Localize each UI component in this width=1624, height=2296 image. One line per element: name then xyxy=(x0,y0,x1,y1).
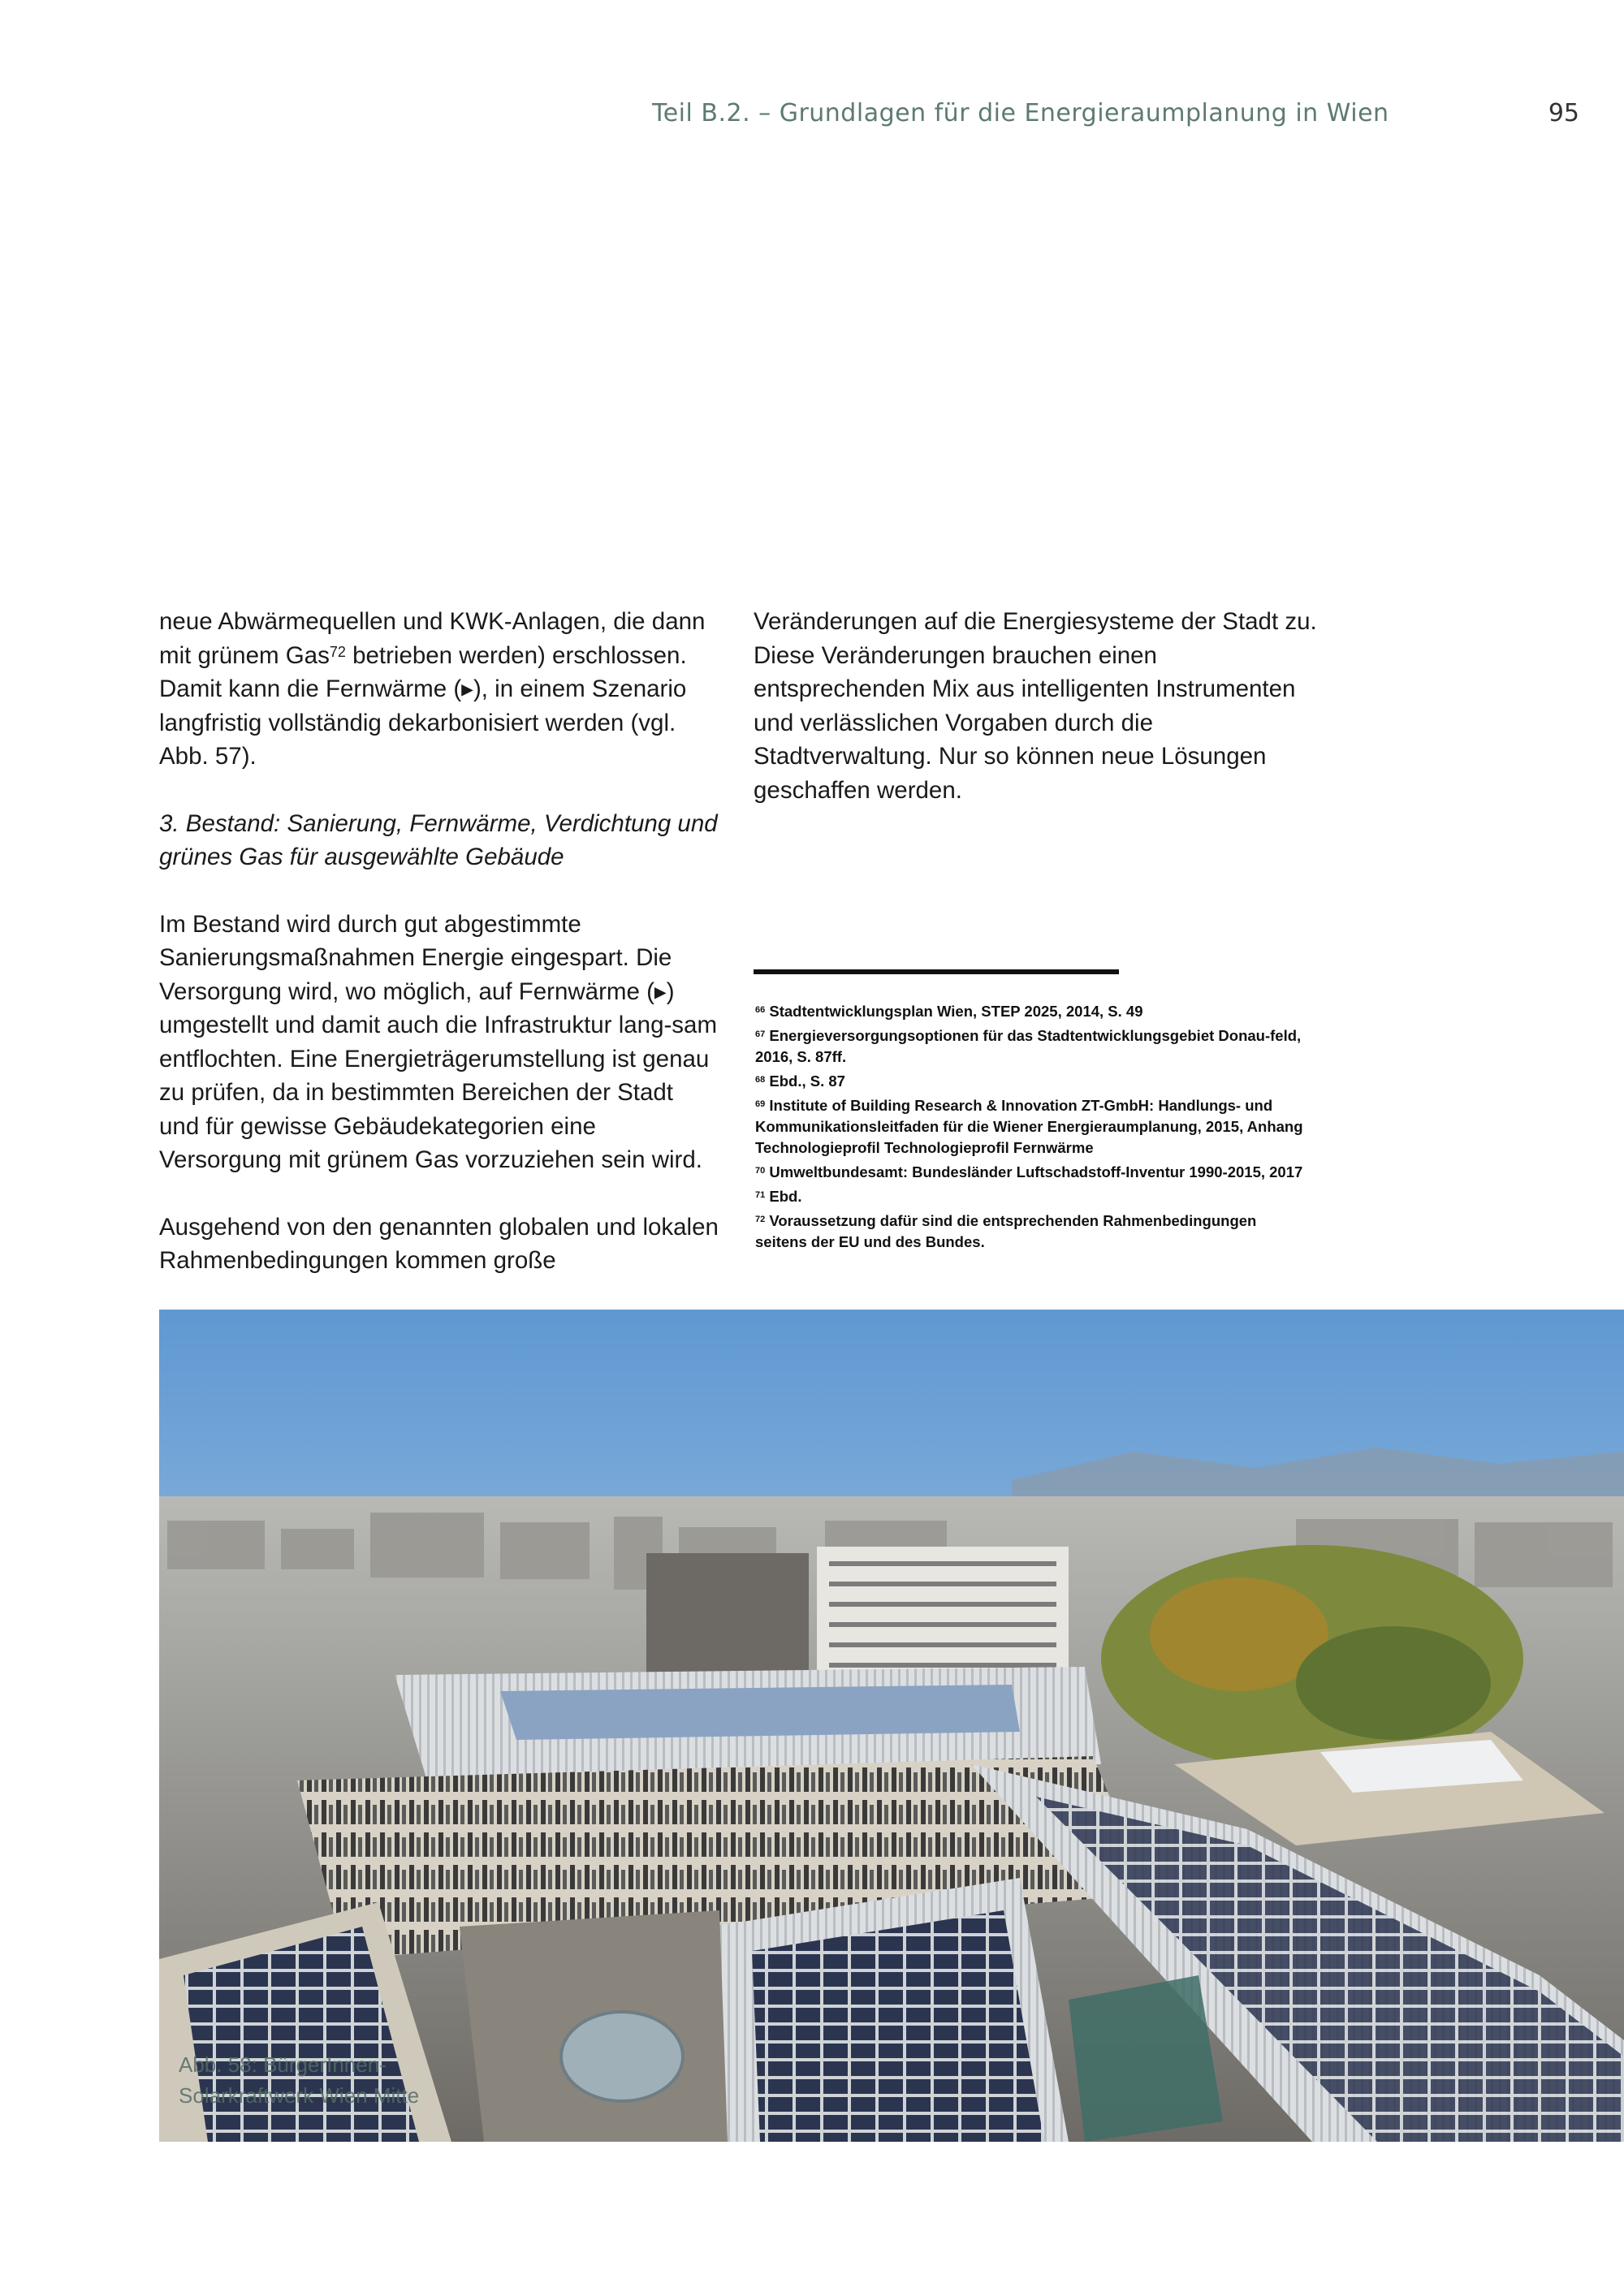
figure-caption: Abb. 58: BürgerInnen- Solarkraftwerk Wien Mitte xyxy=(179,2052,420,2108)
section-subheading: 3. Bestand: Sanierung, Fernwärme, Verdichtung und grünes Gas für ausgewählte Gebäude xyxy=(159,809,718,870)
footnote: $^{70}$ Umweltbundesamt: Bundesländer Luftschadstoff-Inventur 1990-2015, 2017 xyxy=(755,1163,1303,1180)
footnote: $^{71}$ Ebd. xyxy=(755,1188,802,1205)
page-number: 95 xyxy=(1548,99,1579,127)
paragraph: Ausgehend von den genannten globalen und lokalen Rahmenbedingungen kommen große xyxy=(159,1213,719,1274)
footnote: $^{68}$ Ebd., S. 87 xyxy=(755,1072,845,1090)
footnote-divider xyxy=(754,969,1119,974)
footnote: $^{67}$ Energieversorgungsoptionen für das Stadtentwicklungsgebiet Donau-feld, 2016, S. 87ff. xyxy=(755,1027,1302,1065)
footnote: $^{72}$ Voraussetzung dafür sind die entsprechenden Rahmenbedingungen seitens der EU und des Bundes. xyxy=(755,1212,1257,1250)
paragraph: Veränderungen auf die Energiesysteme der Stadt zu. Diese Veränderungen brauchen einen entsprechenden Mix aus intelligenten Instrumenten und verlässlichen Vorgaben durch die Stadtverwaltung. Nur so können neue Lösungen geschaffen werden. xyxy=(754,608,1317,804)
left-column xyxy=(159,605,719,1311)
footnote-ref[interactable]: 72 xyxy=(329,643,346,660)
aerial-photo xyxy=(159,1310,1624,2142)
paragraph: Im Bestand wird durch gut abgestimmte Sanierungsmaßnahmen Energie eingespart. Die Versorgung wird, wo möglich, auf Fernwärme (▸) umgestellt und damit auch die Infrastruktur lang-sam entflochten. Eine Energieträgerumstellung ist genau zu prüfen, da in bestimmten Bereichen der Stadt und für gewisse Gebäudekategorien eine Versorgung mit grünem Gas vorzuziehen sein wird. xyxy=(159,910,718,1173)
running-title: Teil B.2. – Grundlagen für die Energieraumplanung in Wien xyxy=(652,99,1389,127)
footnotes xyxy=(755,1001,1307,1256)
footnote: $^{66}$ Stadtentwicklungsplan Wien, STEP 2025, 2014, S. 49 xyxy=(755,1003,1143,1020)
aerial-city-illustration xyxy=(159,1310,1624,2142)
right-column xyxy=(754,605,1322,840)
paragraph: neue Abwärmequellen und KWK-Anlagen, die dann mit grünem Gas$^{72}$ betrieben werden) erschlossen. Damit kann die Fernwärme (▸), in einem Szenario langfristig vollständig dekarbonisiert werden (vgl. Abb. 57). xyxy=(159,608,706,770)
footnote: $^{69}$ Institute of Building Research & Innovation ZT-GmbH: Handlungs- und Kommunikationsleitfaden für die Wiener Energieraumplanung, 2015, Anhang Technologieprofil Technologieprofil Fernwärme xyxy=(755,1097,1303,1156)
